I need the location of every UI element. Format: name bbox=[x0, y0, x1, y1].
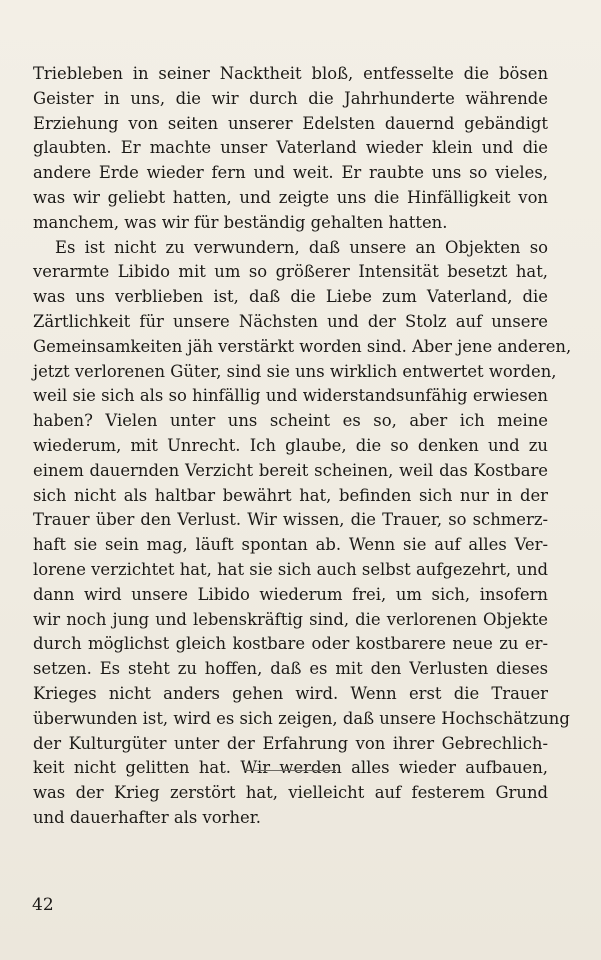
text-line: Krieges nicht anders gehen wird. Wenn erst die Trauer bbox=[33, 683, 548, 703]
text-line: was der Krieg zerstört hat, vielleicht auf festerem Grund bbox=[33, 783, 548, 803]
text-line: haft sie sein mag, läuft spontan ab. Wenn sie auf alles Ver- bbox=[33, 535, 548, 555]
text-line: Es ist nicht zu verwundern, daß unsere an Objekten so bbox=[55, 237, 548, 257]
body-text bbox=[33, 62, 572, 831]
text-line: Trauer über den Verlust. Wir wissen, die Trauer, so schmerz- bbox=[33, 510, 548, 530]
text-line: sich nicht als haltbar bewährt hat, befinden sich nur in der bbox=[33, 485, 548, 505]
text-line: wir noch jung und lebenskräftig sind, die verlorenen Objekte bbox=[33, 609, 548, 629]
text-line: wiederum, mit Unrecht. Ich glaube, die so denken und zu bbox=[33, 435, 548, 455]
page-number: 42 bbox=[32, 895, 54, 915]
text-line: überwunden ist, wird es sich zeigen, daß unsere Hochschätzung bbox=[33, 708, 570, 728]
paragraph bbox=[33, 62, 548, 236]
text-line: lorene verzichtet hat, hat sie sich auch selbst aufgezehrt, und bbox=[33, 559, 548, 579]
text-line: verarmte Libido mit um so größerer Intensität besetzt hat, bbox=[33, 262, 548, 282]
text-line: Triebleben in seiner Nacktheit bloß, entfesselte die bösen bbox=[33, 64, 548, 83]
text-line: Gemeinsamkeiten jäh verstärkt worden sind. Aber jene anderen, bbox=[33, 336, 572, 356]
text-line: haben? Vielen unter uns scheint es so, aber ich meine bbox=[33, 411, 548, 431]
text-line: der Kulturgüter unter der Erfahrung von ihrer Gebrechlich- bbox=[33, 733, 548, 753]
text-line: setzen. Es steht zu hoffen, daß es mit den Verlusten dieses bbox=[33, 659, 548, 679]
text-line: dann wird unsere Libido wiederum frei, um sich, insofern bbox=[33, 584, 548, 604]
text-line: was uns verblieben ist, daß die Liebe zum Vaterland, die bbox=[33, 287, 548, 307]
text-line: keit nicht gelitten hat. Wir werden alles wieder aufbauen, bbox=[33, 758, 548, 778]
text-line: Erziehung von seiten unserer Edelsten dauernd gebändigt bbox=[33, 113, 548, 133]
text-line: Geister in uns, die wir durch die Jahrhunderte währende bbox=[33, 88, 548, 108]
text-line: weil sie sich als so hinfällig und widerstandsunfähig erwiesen bbox=[33, 386, 548, 406]
text-line: Zärtlichkeit für unsere Nächsten und der Stolz auf unsere bbox=[33, 311, 548, 331]
separator-rule bbox=[244, 770, 336, 771]
text-line: einem dauernden Verzicht bereit scheinen, weil das Kostbare bbox=[33, 460, 548, 480]
text-line: glaubten. Er machte unser Vaterland wieder klein und die bbox=[33, 138, 548, 158]
text-line: und dauerhafter als vorher. bbox=[33, 807, 261, 827]
text-line: durch möglichst gleich kostbare oder kostbarere neue zu er- bbox=[33, 634, 548, 654]
text-line: manchem, was wir für beständig gehalten hatten. bbox=[33, 212, 448, 232]
text-line: jetzt verlorenen Güter, sind sie uns wirklich entwertet worden, bbox=[33, 361, 557, 381]
paragraph bbox=[33, 236, 572, 831]
text-line: andere Erde wieder fern und weit. Er raubte uns so vieles, bbox=[33, 163, 548, 183]
text-line: was wir geliebt hatten, und zeigte uns die Hinfälligkeit von bbox=[33, 187, 548, 207]
